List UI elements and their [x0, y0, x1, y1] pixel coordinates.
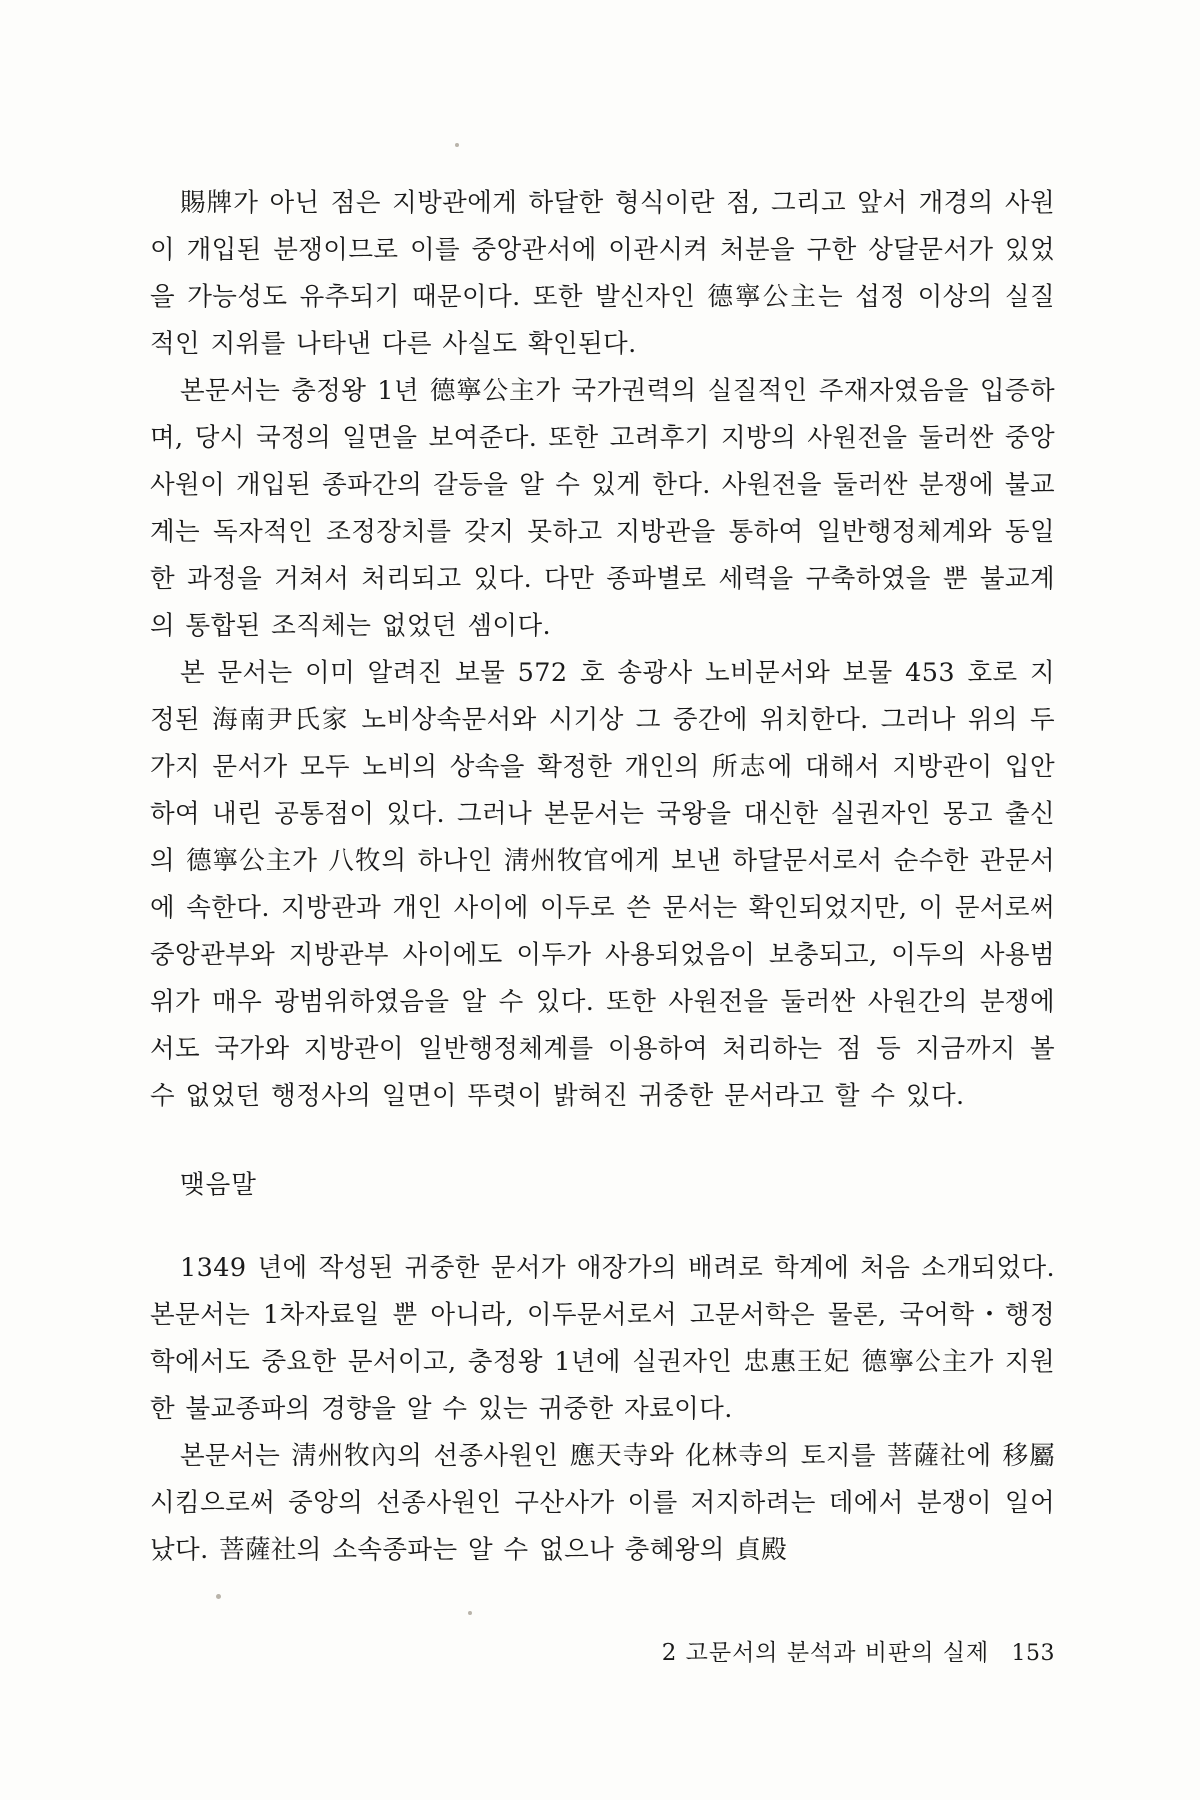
paper-speck: [216, 1594, 221, 1599]
page-number: 153: [1011, 1641, 1055, 1666]
paragraph: 본 문서는 이미 알려진 보물 572 호 송광사 노비문서와 보물 453 호로 지정된 海南尹氏家 노비상속문서와 시기상 그 중간에 위치한다. 그러나 위의 두 가지 문서가 모두 노비의 상속을 확정한 개인의 所志에 대해서 지방관이 입안하여 내린 공통점이 있다. 그러나 본문서는 국왕을 대신한 실권자인 몽고 출신의 德寧公主가 八牧의 하나인 淸州牧官에게 보낸 하달문서로서 순수한 관문서에 속한다. 지방관과 개인 사이에 이두로 쓴 문서는 확인되었지만, 이 문서로써 중앙관부와 지방관부 사이에도 이두가 사용되었음이 보충되고, 이두의 사용범위가 매우 광범위하였음을 알 수 있다. 또한 사원전을 둘러싼 사원간의 분쟁에서도 국가와 지방관이 일반행정체계를 이용하여 처리하는 점 등 지금까지 볼 수 없었던 행정사의 일면이 뚜렷이 밝혀진 귀중한 문서라고 할 수 있다.: [150, 658, 1055, 1111]
page-footer: [0, 1634, 1055, 1667]
paragraph: 1349 년에 작성된 귀중한 문서가 애장가의 배려로 학계에 처음 소개되었다. 본문서는 1차자료일 뿐 아니라, 이두문서로서 고문서학은 물론, 국어학・행정학에서도 중요한 문서이고, 충정왕 1년에 실권자인 忠惠王妃 德寧公主가 지원한 불교종파의 경향을 알 수 있는 귀중한 자료이다.: [150, 1253, 1055, 1424]
paper-speck: [455, 143, 459, 147]
running-title: 2 고문서의 분석과 비판의 실제: [661, 1640, 990, 1666]
paragraph: 본문서는 충정왕 1년 德寧公主가 국가권력의 실질적인 주재자였음을 입증하며, 당시 국정의 일면을 보여준다. 또한 고려후기 지방의 사원전을 둘러싼 중앙사원이 개입된 종파간의 갈등을 알 수 있게 한다. 사원전을 둘러싼 분쟁에 불교계는 독자적인 조정장치를 갖지 못하고 지방관을 통하여 일반행정체계와 동일한 과정을 거쳐서 처리되고 있다. 다만 종파별로 세력을 구축하였을 뿐 불교계의 통합된 조직체는 없었던 셈이다.: [150, 376, 1055, 641]
page-body: [150, 180, 1055, 1574]
paragraph: 본문서는 淸州牧內의 선종사원인 應天寺와 化林寺의 토지를 菩薩社에 移屬시킴으로써 중앙의 선종사원인 구산사가 이를 저지하려는 데에서 분쟁이 일어났다. 菩薩社의 소속종파는 알 수 없으나 충혜왕의 貞殿: [150, 1441, 1055, 1565]
section-heading: 맺음말: [180, 1170, 257, 1200]
paragraph: 賜牌가 아닌 점은 지방관에게 하달한 형식이란 점, 그리고 앞서 개경의 사원이 개입된 분쟁이므로 이를 중앙관서에 이관시켜 처분을 구한 상달문서가 있었을 가능성도 유추되기 때문이다. 또한 발신자인 德寧公主는 섭정 이상의 실질적인 지위를 나타낸 다른 사실도 확인된다.: [150, 188, 1055, 359]
paper-speck: [468, 1611, 472, 1615]
